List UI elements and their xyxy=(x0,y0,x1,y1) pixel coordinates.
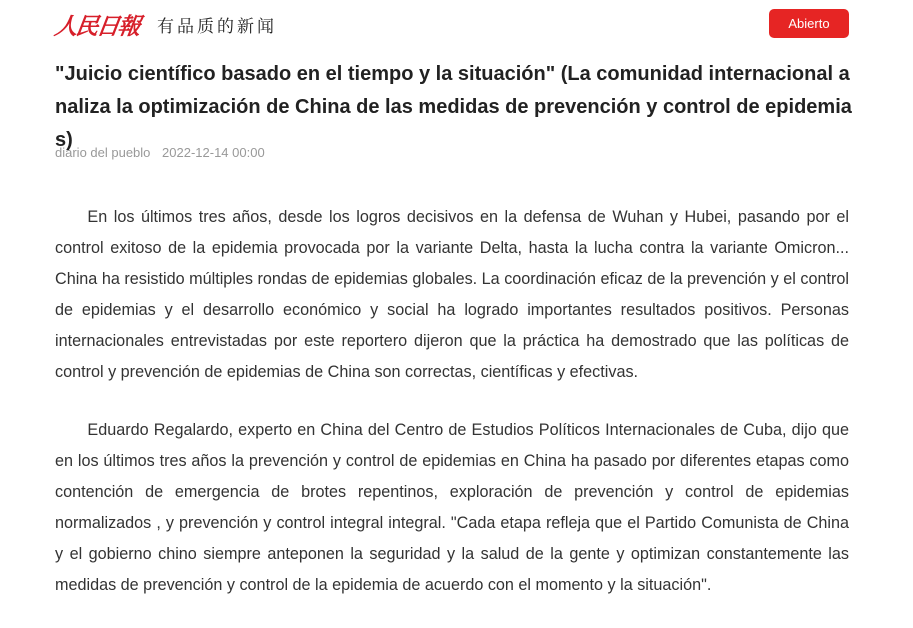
article-meta xyxy=(55,145,265,160)
people-daily-logo: 人民日報 xyxy=(52,12,141,40)
site-logo[interactable] xyxy=(52,9,277,40)
open-app-button[interactable]: Abierto xyxy=(769,9,849,38)
article-date: 2022-12-14 00:00 xyxy=(162,145,265,160)
article-source: diario del pueblo xyxy=(55,145,151,160)
article-body xyxy=(55,202,849,628)
top-header xyxy=(0,0,913,46)
article-title: "Juicio científico basado en el tiempo y la situación" (La comunidad internacional analiza la optimización de China de las medidas de prevención y control de epidemias) xyxy=(55,63,852,151)
article-paragraph: En los últimos tres años, desde los logros decisivos en la defensa de Wuhan y Hubei, pasando por el control exitoso de la epidemia provocada por la variante Delta, hasta la lucha contra la variante Omicron... China ha resistido múltiples rondas de epidemias globales. La coordinación eficaz de la prevención y el control de epidemias y el desarrollo económico y social ha logrado importantes resultados positivos. Personas internacionales entrevistadas por este reportero dijeron que la práctica ha demostrado que las políticas de control y prevención de epidemias de China son correctas, científicas y efectivas. xyxy=(55,208,849,381)
logo-slogan: 有品质的新闻 xyxy=(157,16,277,37)
article-paragraph: Eduardo Regalardo, experto en China del Centro de Estudios Políticos Internacionales de Cuba, dijo que en los últimos tres años la prevención y control de epidemias en China ha pasado por diferentes etapas como contención de emergencia de brotes repentinos, exploración de prevención y control de epidemias normalizados , y prevención y control integral integral. "Cada etapa refleja que el Partido Comunista de China y el gobierno chino siempre anteponen la seguridad y la salud de la gente y optimizan constantemente las medidas de prevención y control de la epidemia de acuerdo con el momento y la situación". xyxy=(55,421,849,594)
